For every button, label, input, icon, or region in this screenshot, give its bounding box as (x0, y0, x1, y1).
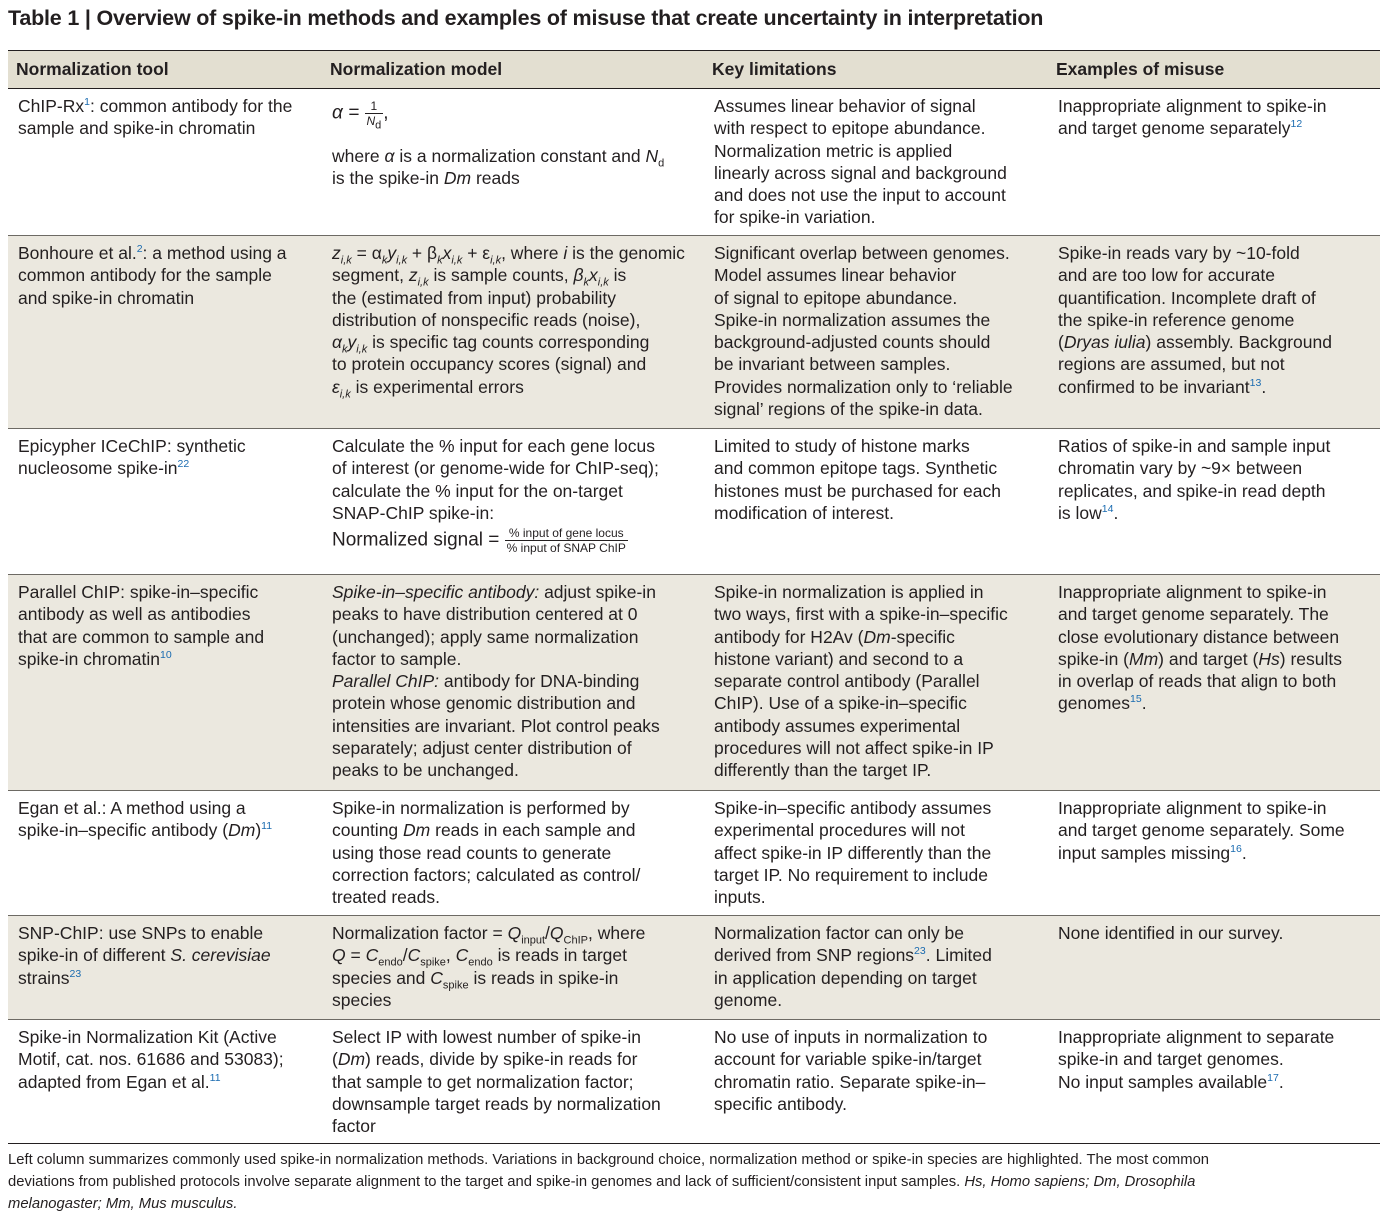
header-key-limitations: Key limitations (704, 51, 1048, 89)
cell-tool: Spike-in Normalization Kit (Active Motif, cat. nos. 61686 and 53083); adapted from Egan et al.$^{11}$ (8, 1020, 322, 1144)
reference-link[interactable]: 17 (1267, 1071, 1279, 1084)
header-normalization-model: Normalization model (322, 51, 704, 89)
cell-model: α = $\frac{1}{N_d}$ , where α is a normalization constant and $N_d$ is the spike-in Dm reads (322, 89, 704, 236)
cell-limitations: Normalization factor can only be derived from SNP regions$^{23}$. Limited in application depending on target genome. (704, 916, 1048, 1020)
table-row (8, 89, 1380, 236)
reference-link[interactable]: 2 (136, 243, 143, 256)
reference-link[interactable]: 22 (177, 458, 190, 471)
cell-tool: Bonhoure et al.$^2$: a method using a common antibody for the sample and spike-in chromatin (8, 236, 322, 429)
alpha-formula: α = $\frac{1}{N_d}$ , (332, 99, 389, 132)
cell-limitations: Spike-in–specific antibody assumes experimental procedures will not affect spike-in IP differently than the target IP. No requirement to include inputs. (704, 791, 1048, 916)
reference-link[interactable]: 15 (1130, 693, 1142, 706)
reference-link[interactable]: 23 (69, 967, 82, 980)
table-row (8, 916, 1380, 1020)
table-row (8, 236, 1380, 429)
table-row (8, 575, 1380, 791)
table-row (8, 791, 1380, 916)
reference-link[interactable]: 11 (261, 820, 273, 833)
cell-tool: SNP-ChIP: use SNPs to enable spike-in of different S. cerevisiae strains$^{23}$ (8, 916, 322, 1020)
cell-model: $z_{i,k} = \alpha_ky_{i,k} + \beta_kx_{i,k} + \varepsilon_{i,k}$, where i is the genomic segment, $z_{i,k}$ is sample counts, $\beta_kx_{i,k}$ is the (estimated from input) probability distribution of nonspecific reads (noise), $\alpha_ky_{i,k}$ is specific tag counts corresponding to protein occupancy scores (signal) and $\varepsilon_{i,k}$ is experimental errors (322, 236, 704, 429)
normalized-signal-formula: Normalized signal = $\frac{\text{\% input of gene locus}}{\text{\% input of SNAP ChIP}}$ (332, 526, 626, 556)
cell-limitations: Spike-in normalization is applied in two ways, first with a spike-in–specific antibody for H2Av (Dm-specific histone variant) and second to a separate control antibody (Parallel ChIP). Use of a spike-in–specific antibody assumes experimental procedures will not affect spike-in IP differently than the target IP. (704, 575, 1048, 791)
cell-misuse: Inappropriate alignment to spike-in and target genome separately. The close evolutionary distance between spike-in (Mm) and target (Hs) results in overlap of reads that align to both genomes$^{15}$. (1048, 575, 1380, 791)
table-row (8, 1020, 1380, 1144)
table-row (8, 429, 1380, 575)
header-row (8, 51, 1380, 89)
reference-link[interactable]: 16 (1230, 842, 1242, 855)
header-normalization-tool: Normalization tool (8, 51, 322, 89)
cell-tool: Egan et al.: A method using a spike-in–specific antibody (Dm)$^{11}$ (8, 791, 322, 916)
reference-link[interactable]: 14 (1101, 503, 1114, 516)
cell-limitations: No use of inputs in normalization to account for variable spike-in/target chromatin ratio. Separate spike-in– specific antibody. (704, 1020, 1048, 1144)
cell-tool: Parallel ChIP: spike-in–specific antibody as well as antibodies that are common to sample and spike-in chromatin$^{10}$ (8, 575, 322, 791)
cell-limitations: Limited to study of histone marks and common epitope tags. Synthetic histones must be purchased for each modification of interest. (704, 429, 1048, 575)
cell-model: Select IP with lowest number of spike-in (Dm) reads, divide by spike-in reads for that sample to get normalization factor; downsample target reads by normalization factor (322, 1020, 704, 1144)
cell-tool: Epicypher ICeChIP: synthetic nucleosome spike-in$^{22}$ (8, 429, 322, 575)
header-examples-of-misuse: Examples of misuse (1048, 51, 1380, 89)
cell-misuse: None identified in our survey. (1048, 916, 1380, 1020)
cell-limitations: Significant overlap between genomes. Model assumes linear behavior of signal to epitope abundance. Spike-in normalization assumes the background-adjusted counts should be invariant between samples. Provides normalization only to ‘reliable signal’ regions of the spike-in data. (704, 236, 1048, 429)
cell-misuse: Spike-in reads vary by ~10-fold and are too low for accurate quantification. Incomplete draft of the spike-in reference genome (Dryas iulia) assembly. Background regions are assumed, but not confirmed to be invariant$^{13}$. (1048, 236, 1380, 429)
cell-limitations: Assumes linear behavior of signal with respect to epitope abundance. Normalization metric is applied linearly across signal and background and does not use the input to account for spike-in variation. (704, 89, 1048, 236)
table-title: Table 1 | Overview of spike-in methods and examples of misuse that create uncertainty in interpretation (8, 6, 1044, 30)
cell-model: Normalization factor = $Q_{input}/Q_{ChIP}$, where $Q = C_{endo}/C_{spike}$, $C_{endo}$ is reads in target species and $C_{spike}$ is reads in spike-in species (322, 916, 704, 1020)
cell-misuse: Inappropriate alignment to spike-in and target genome separately. Some input samples missing$^{16}$. (1048, 791, 1380, 916)
reference-link[interactable]: 23 (914, 945, 926, 958)
cell-misuse: Inappropriate alignment to spike-in and target genome separately$^{12}$ (1048, 89, 1380, 236)
table-caption: Left column summarizes commonly used spike-in normalization methods. Variations in background choice, normalization method or spike-in species are highlighted. The most common deviations from published protocols involve separate alignment to the target and spike-in genomes and lack of sufficient/consistent input samples. Hs, Homo sapiens; Dm, Drosophila melanogaster; Mm, Mus musculus. (8, 1152, 1210, 1212)
reference-link[interactable]: 1 (84, 96, 90, 109)
reference-link[interactable]: 13 (1249, 376, 1262, 389)
reference-link[interactable]: 12 (1290, 118, 1303, 131)
cell-tool: ChIP-Rx$^1$: common antibody for the sample and spike-in chromatin (8, 89, 322, 236)
spike-in-methods-table (8, 51, 1380, 1144)
cell-model: Spike-in normalization is performed by counting Dm reads in each sample and using those read counts to generate correction factors; calculated as control/ treated reads. (322, 791, 704, 916)
cell-model: Spike-in–specific antibody: adjust spike-in peaks to have distribution centered at 0 (unchanged); apply same normalization factor to sample. Parallel ChIP: antibody for DNA-binding protein whose genomic distribution and intensities are invariant. Plot control peaks separately; adjust center distribution of peaks to be unchanged. (322, 575, 704, 791)
reference-link[interactable]: 11 (209, 1071, 221, 1084)
reference-link[interactable]: 10 (160, 649, 172, 662)
cell-misuse: Ratios of spike-in and sample input chromatin vary by ~9× between replicates, and spike-in read depth is low$^{14}$. (1048, 429, 1380, 575)
cell-misuse: Inappropriate alignment to separate spike-in and target genomes. No input samples available$^{17}$. (1048, 1020, 1380, 1144)
cell-model: Calculate the % input for each gene locus of interest (or genome-wide for ChIP-seq); calculate the % input for the on-target SNAP-ChIP spike-in: Normalized signal = $\frac{\text{\% input of gene locus}}{\text{\% input of SNAP ChIP}}$ (322, 429, 704, 575)
